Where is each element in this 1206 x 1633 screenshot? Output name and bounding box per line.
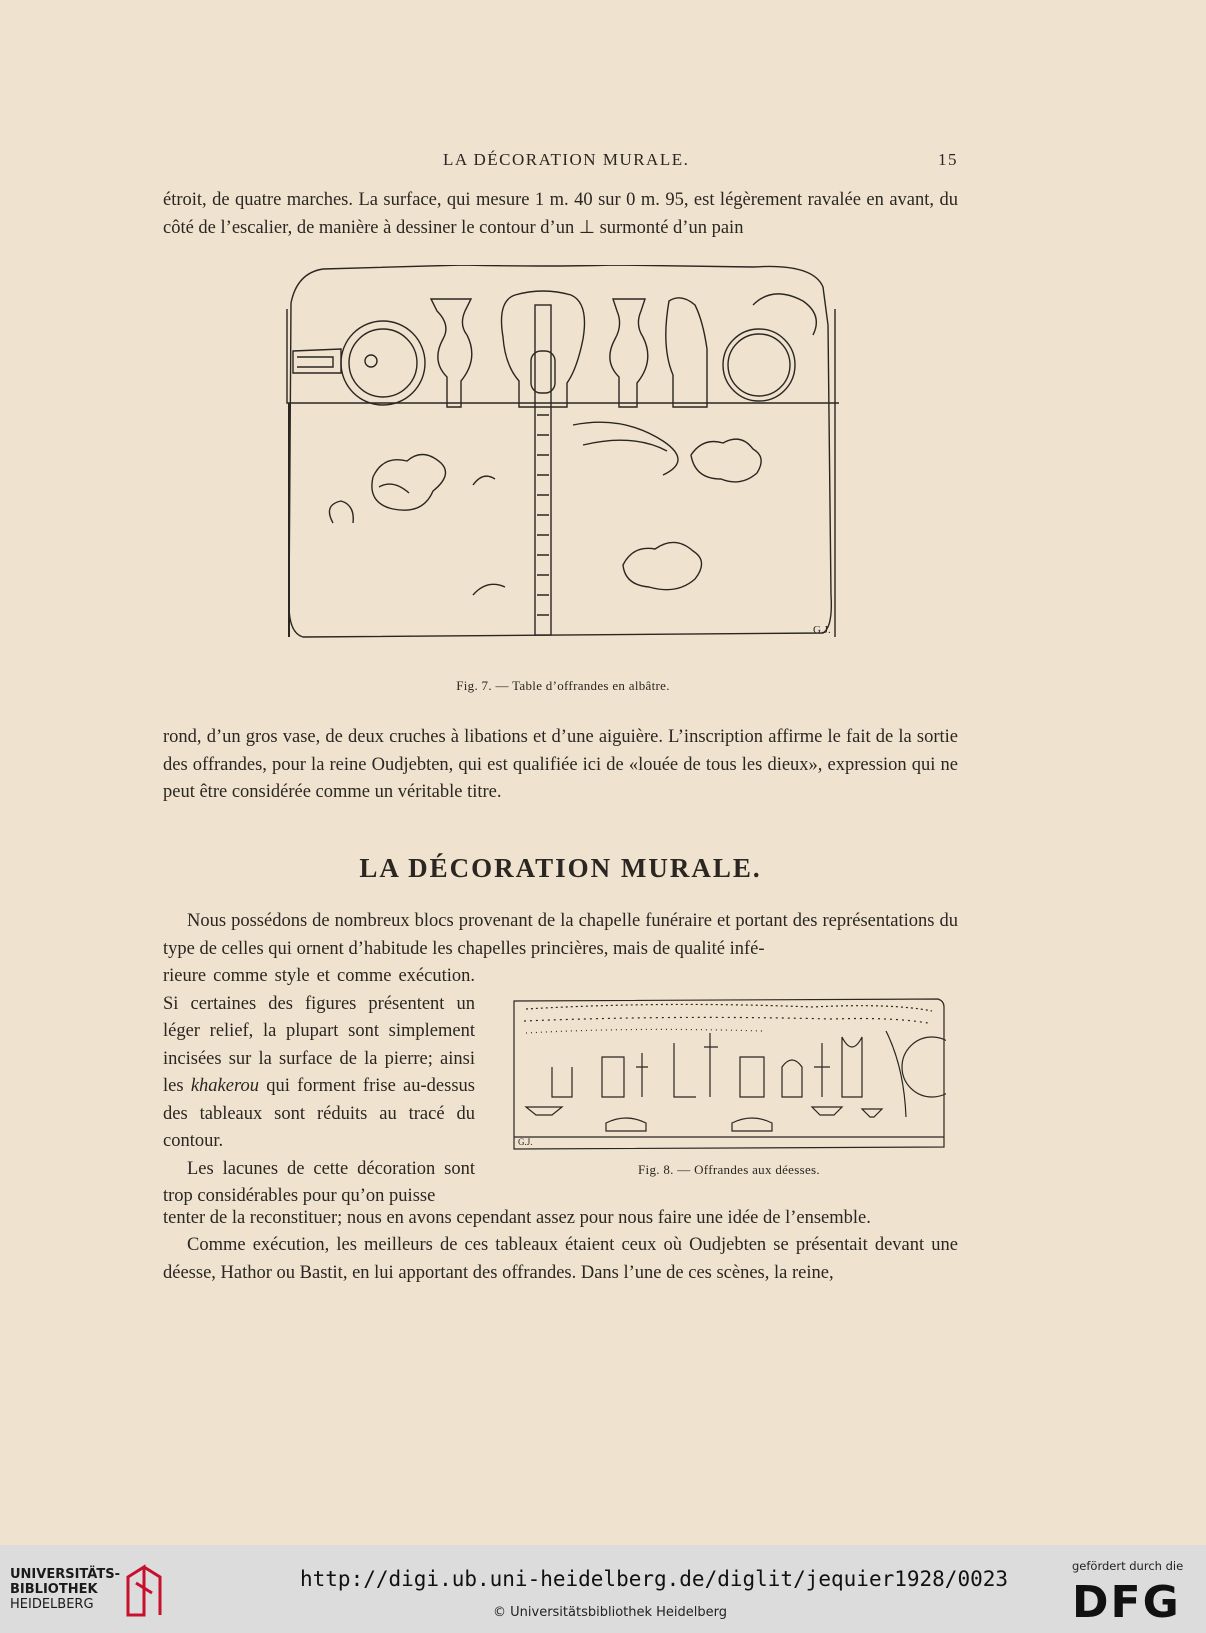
running-head-title: LA DÉCORATION MURALE. [443,150,690,169]
copyright-notice: © Universitätsbibliothek Heidelberg [493,1605,728,1620]
viewer-footer [0,1545,1206,1633]
funded-by-label: gefördert durch die [1072,1559,1184,1573]
paragraph-4: Comme exécution, les meilleurs de ces tableaux étaient ceux où Oudjebten se présentait devant une déesse, Hathor ou Bastit, en lui apportant des offrandes. Dans l’une de ces scènes, la reine, [163,1235,958,1283]
dfg-logo-icon [1072,1577,1190,1623]
figure-7-caption: Fig. 7. — Table d’offrandes en albâtre. [456,678,670,693]
section-heading: LA DÉCORATION MURALE. [359,853,762,883]
library-logo-icon [122,1563,166,1619]
figure-8-signature: G.J. [518,1137,533,1147]
library-name-line-1: UNIVERSITÄTS- [10,1567,120,1582]
library-name-line-2: BIBLIOTHEK [10,1582,98,1597]
paragraph-3-end: tenter de la reconstituer; nous en avons cependant assez pour nous faire une idée de l’ensemble. [163,1208,871,1228]
figure-7-offering-table [283,265,843,665]
running-head [163,150,958,172]
paragraph-1: étroit, de quatre marches. La surface, qui mesure 1 m. 40 sur 0 m. 95, est légèrement ravalée en avant, du côté de l’escalier, de manière à dessiner le contour d’un ⊥ surmonté d’un pain [163,190,958,238]
figure-7-signature: G.J. [813,624,831,636]
page-number: 15 [938,150,958,169]
figure-8-offerings-relief [512,997,946,1152]
paragraph-3-wrap-text-a: rieure comme style et comme exécution. Si certaines des figures présentent un léger relief, la plupart sont simplement incisées sur la surface de la pierre; ainsi les [163,966,475,1096]
dfg-logo-text: DFG [1072,1577,1181,1623]
paragraph-3-full: Nous possédons de nombreux blocs provenant de la chapelle funéraire et portant des représentations du type de celles qui ornent d’habitude les chapelles princières, mais de qualité infé- [163,911,958,959]
permalink-url[interactable]: http://digi.ub.uni-heidelberg.de/diglit/jequier1928/0023 [300,1567,1009,1591]
paragraph-3-wrap-text-b: qui forment frise au-dessus des tableaux sont réduits au tracé du contour. [163,1076,475,1151]
library-name-line-3: HEIDELBERG [10,1597,94,1612]
paragraph-3-second: Les lacunes de cette décoration sont trop considérables pour qu’on puisse [163,1158,475,1206]
figure-8-caption: Fig. 8. — Offrandes aux déesses. [638,1162,820,1177]
paragraph-3-wrap [163,963,475,1211]
library-name [10,1567,120,1612]
italic-term: khakerou [190,1076,259,1096]
paragraph-2: rond, d’un gros vase, de deux cruches à libations et d’une aiguière. L’inscription affirme le fait de la sortie des offrandes, pour la reine Oudjebten, qui est qualifiée ici de «louée de tous les dieux», expression qui ne peut être considérée comme un véritable titre. [163,727,958,802]
